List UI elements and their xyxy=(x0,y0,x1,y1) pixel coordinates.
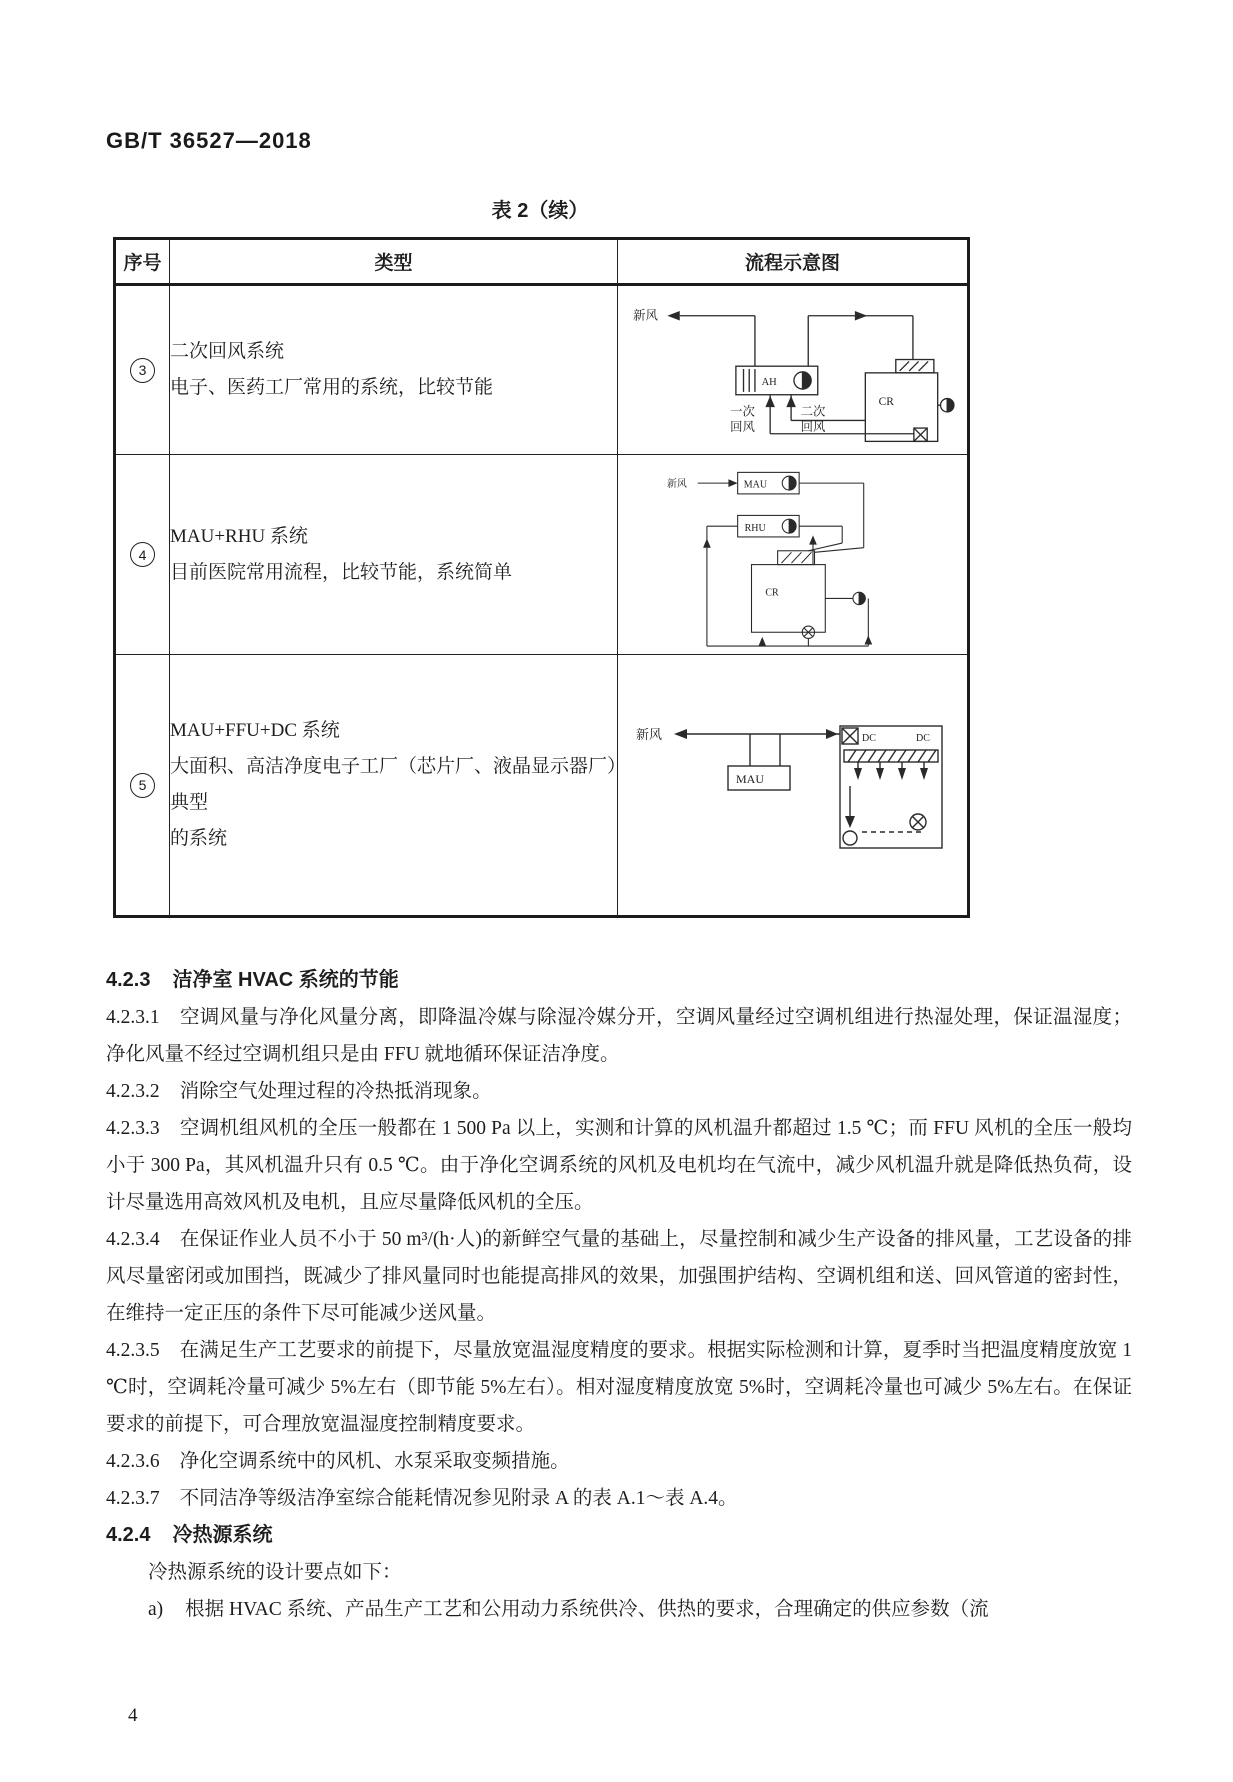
system-type-table xyxy=(113,237,970,918)
paragraph-number: 4.2.3.2 xyxy=(106,1081,160,1102)
ahu-label: AH xyxy=(761,377,777,389)
type-cell xyxy=(170,655,618,917)
col-header-type: 类型 xyxy=(170,239,618,285)
primary-return-label: 回风 xyxy=(729,419,755,434)
arrow-down-icon xyxy=(864,635,872,644)
mau-rhu-flow-diagram xyxy=(662,457,924,653)
paragraph-4-2-3-4 xyxy=(106,1221,1132,1332)
row-number-cell xyxy=(115,285,170,455)
row-number-cell xyxy=(115,655,170,917)
section-title: 洁净室 HVAC 系统的节能 xyxy=(172,969,399,991)
fresh-air-label: 新风 xyxy=(635,727,662,742)
damper-icon xyxy=(913,428,926,441)
secondary-return-label: 回风 xyxy=(800,419,825,434)
diagram-cell xyxy=(618,285,969,455)
type-line: MAU+FFU+DC 系统 xyxy=(170,720,340,741)
arrow-up-icon xyxy=(765,396,775,407)
col-header-flow-diagram: 流程示意图 xyxy=(618,239,969,285)
mau-box xyxy=(737,472,798,494)
section-heading-4-2-3 xyxy=(106,962,1132,999)
row-number-cell xyxy=(115,455,170,655)
circled-number: 3 xyxy=(130,358,155,383)
arrow-down-icon xyxy=(845,816,855,828)
list-item-label: a) xyxy=(148,1599,164,1620)
diagram-cell xyxy=(618,655,969,917)
arrow-up-icon xyxy=(809,535,817,544)
cleanroom-label: CR xyxy=(878,396,894,409)
paragraph-intro: 冷热源系统的设计要点如下： xyxy=(148,1562,402,1583)
paragraph-4-2-3-5 xyxy=(106,1332,1132,1443)
type-line: 大面积、高洁净度电子工厂（芯片厂、液晶显示器厂）典型 xyxy=(170,756,617,813)
type-line: 的系统 xyxy=(170,828,228,849)
paragraph-number: 4.2.3.3 xyxy=(106,1118,160,1139)
mau-label: MAU xyxy=(743,479,767,491)
section-number: 4.2.4 xyxy=(106,1524,151,1546)
arrow-right-icon xyxy=(728,479,737,487)
paragraph-4-2-3-7 xyxy=(106,1480,1132,1517)
standard-number: GB/T 36527—2018 xyxy=(106,128,312,153)
filter-icon xyxy=(777,550,814,564)
table-row xyxy=(115,455,969,655)
paragraph-4-2-3-1 xyxy=(106,999,1132,1073)
mau-label: MAU xyxy=(735,772,764,786)
fan-icon xyxy=(843,831,857,845)
paragraph-text: 净化空调系统中的风机、水泵采取变频措施。 xyxy=(179,1451,570,1472)
type-line: 电子、医药工厂常用的系统，比较节能 xyxy=(170,377,494,398)
paragraph-number: 4.2.3.5 xyxy=(106,1340,160,1361)
table-header-row xyxy=(115,239,969,285)
type-line: 二次回风系统 xyxy=(170,341,285,362)
body-text xyxy=(106,962,1132,1628)
col-header-number: 序号 xyxy=(115,239,170,285)
arrow-left-icon xyxy=(674,729,687,739)
type-line: MAU+RHU 系统 xyxy=(170,525,308,547)
paragraph-number: 4.2.3.4 xyxy=(106,1229,160,1250)
type-cell xyxy=(170,455,618,655)
arrow-up-icon xyxy=(786,396,796,407)
cleanroom-label: CR xyxy=(764,586,779,598)
paragraph-4-2-3-2 xyxy=(106,1073,1132,1110)
circled-number: 5 xyxy=(130,773,155,798)
fan-icon xyxy=(793,372,810,389)
section-title: 冷热源系统 xyxy=(172,1524,273,1546)
arrow-right-icon xyxy=(826,729,838,739)
exhaust-fan-icon xyxy=(852,592,864,604)
ffu-fan-icons xyxy=(854,762,928,780)
list-item-a xyxy=(106,1591,1132,1628)
fan-icon xyxy=(782,519,796,533)
mau-ffu-dc-flow-diagram xyxy=(628,710,958,860)
dry-coil-label: DC xyxy=(861,733,876,744)
table-row xyxy=(115,285,969,455)
paragraph-number: 4.2.3.1 xyxy=(106,1007,160,1028)
primary-return-label: 一次 xyxy=(729,404,755,419)
paragraph-text: 空调风量与净化风量分离，即降温冷媒与除湿冷媒分开，空调风量经过空调机组进行热湿处理，保证温湿度；净化风量不经过空调机组只是由 FFU 就地循环保证洁净度。 xyxy=(106,1007,1132,1065)
secondary-return-flow-diagram xyxy=(625,291,961,449)
list-item-text: 根据 HVAC 系统、产品生产工艺和公用动力系统供冷、供热的要求，合理确定的供应参数（流 xyxy=(185,1599,989,1620)
arrow-right-icon xyxy=(854,311,866,321)
diagram-cell xyxy=(618,455,969,655)
table-title: 表 2（续） xyxy=(491,200,589,222)
table-row xyxy=(115,655,969,917)
paragraph-4-2-3-3 xyxy=(106,1110,1132,1221)
type-line: 目前医院常用流程，比较节能，系统简单 xyxy=(170,561,513,583)
arrow-down-icon xyxy=(758,636,766,645)
paragraph-text: 消除空气处理过程的冷热抵消现象。 xyxy=(179,1081,492,1102)
rhu-label: RHU xyxy=(744,522,766,534)
paragraph-text: 在满足生产工艺要求的前提下，尽量放宽温湿度精度的要求。根据实际检测和计算，夏季时当把温度精度放宽 1 ℃时，空调耗冷量可减少 5%左右（即节能 5%左右）。相对湿度精度放宽 5%时，空调耗冷量也可减少 5%左右。在保证要求的前提下，可合理放宽温湿度控制精度要求。 xyxy=(106,1340,1132,1435)
damper-icon xyxy=(842,728,858,744)
dry-coil-label: DC xyxy=(915,733,930,744)
paragraph-text: 空调机组风机的全压一般都在 1 500 Pa 以上，实测和计算的风机温升都超过 1.5 ℃；而 FFU 风机的全压一般均小于 300 Pa，其风机温升只有 0.5 ℃。由于净化空调系统的风机及电机均在气流中，减少风机温升就是降低热负荷，设计尽量选用高效风机及电机，且应尽量降低风机的全压。 xyxy=(106,1118,1132,1213)
section-number: 4.2.3 xyxy=(106,969,151,991)
section-heading-4-2-4 xyxy=(106,1517,1132,1554)
type-cell xyxy=(170,285,618,455)
paragraph-text: 不同洁净等级洁净室综合能耗情况参见附录 A 的表 A.1～表 A.4。 xyxy=(179,1488,738,1509)
paragraph-text: 在保证作业人员不小于 50 m³/(h·人)的新鲜空气量的基础上，尽量控制和减少生产设备的排风量，工艺设备的排风尽量密闭或加围挡，既减少了排风量同时也能提高排风的效果，加强围护结构、空调机组和送、回风管道的密封性，在维持一定正压的条件下尽可能减少送风量。 xyxy=(106,1229,1132,1324)
paragraph-number: 4.2.3.7 xyxy=(106,1488,160,1509)
cleanroom-box xyxy=(751,564,825,632)
secondary-return-label: 二次 xyxy=(800,404,825,419)
ahu-box xyxy=(735,366,817,395)
circled-number: 4 xyxy=(130,542,155,567)
fresh-air-label: 新风 xyxy=(632,308,658,323)
paragraph-4-2-3-6 xyxy=(106,1443,1132,1480)
fan-icon xyxy=(782,476,796,490)
page-number: 4 xyxy=(128,1705,138,1726)
paragraph-number: 4.2.3.6 xyxy=(106,1451,160,1472)
arrow-left-icon xyxy=(667,311,679,321)
damper-icon xyxy=(910,814,926,830)
ffu-filter-strip xyxy=(844,750,938,762)
exhaust-fan-icon xyxy=(940,399,953,412)
fresh-air-label: 新风 xyxy=(666,478,687,490)
mau-box xyxy=(728,766,790,790)
rhu-box xyxy=(737,515,798,537)
filter-icon xyxy=(895,360,933,373)
arrow-up-icon xyxy=(703,538,711,547)
